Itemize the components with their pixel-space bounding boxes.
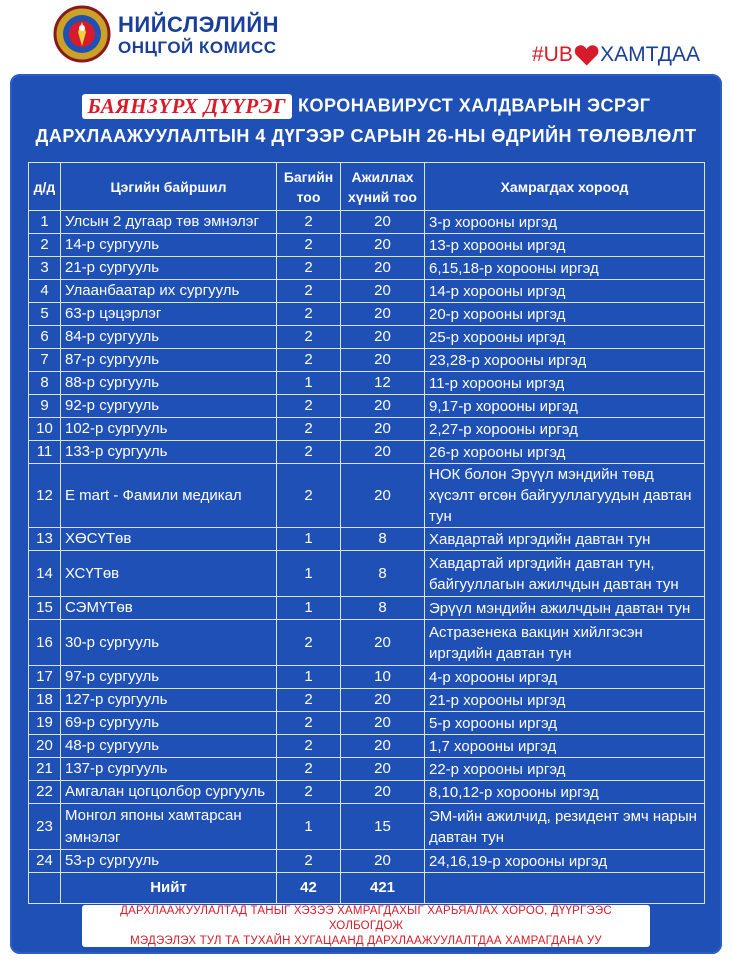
row-teams: 2 [277, 211, 341, 234]
table-row [29, 441, 705, 464]
hashtag-ub: #UB [532, 43, 573, 66]
row-coverage: 13-р хорооны иргэд [425, 234, 705, 257]
hashtag-text: ХАМТДАА [600, 43, 700, 66]
row-teams: 2 [277, 689, 341, 712]
table-row [29, 666, 705, 689]
row-coverage: 11-р хорооны иргэд [425, 372, 705, 395]
heart-icon [574, 43, 599, 67]
row-num: 2 [29, 234, 61, 257]
header-num: д/д [29, 163, 61, 211]
row-location: 63-р цэцэрлэг [61, 303, 277, 326]
row-teams: 2 [277, 234, 341, 257]
table-row [29, 551, 705, 597]
row-location: Улсын 2 дугаар төв эмнэлэг [61, 211, 277, 234]
row-staff: 20 [341, 234, 425, 257]
org-name-line1: НИЙСЛЭЛИЙН [118, 12, 280, 37]
row-staff: 20 [341, 620, 425, 666]
row-num: 10 [29, 418, 61, 441]
row-coverage: 6,15,18-р хорооны иргэд [425, 257, 705, 280]
row-coverage: 24,16,19-р хорооны иргэд [425, 850, 705, 873]
table-header-row [29, 163, 705, 211]
row-num: 8 [29, 372, 61, 395]
total-row [29, 873, 705, 904]
total-label: Нийт [61, 873, 277, 904]
header-teams-line1: Багийн [283, 168, 334, 185]
table-row [29, 280, 705, 303]
page-title-line2: ДАРХЛААЖУУЛАЛТЫН 4 ДҮГЭЭР САРЫН 26-НЫ ӨДРИЙН ТӨЛӨВЛӨЛТ [35, 126, 697, 146]
header-staff-line1: Ажиллах [351, 168, 414, 185]
row-teams: 2 [277, 395, 341, 418]
row-staff: 20 [341, 395, 425, 418]
row-staff: 20 [341, 257, 425, 280]
vaccination-plan-table [28, 162, 705, 904]
table-row [29, 234, 705, 257]
row-location: 14-р сургууль [61, 234, 277, 257]
row-teams: 2 [277, 758, 341, 781]
row-num: 15 [29, 597, 61, 620]
table-row [29, 395, 705, 418]
row-num: 22 [29, 781, 61, 804]
row-location: 84-р сургууль [61, 326, 277, 349]
total-staff: 421 [341, 873, 425, 904]
row-location: Улаанбаатар их сургууль [61, 280, 277, 303]
row-staff: 10 [341, 666, 425, 689]
row-staff: 20 [341, 758, 425, 781]
table-row [29, 712, 705, 735]
row-coverage: Хавдартай иргэдийн давтан тун, байгууллагын ажилчдын давтан тун [425, 551, 705, 597]
row-staff: 20 [341, 349, 425, 372]
table-row [29, 464, 705, 528]
total-coverage-cell [425, 873, 705, 904]
row-location: E mart - Фамили медикал [61, 464, 277, 528]
title-line1-text: КОРОНАВИРУСТ ХАЛДВАРЫН ЭСРЭГ [298, 95, 651, 116]
row-staff: 20 [341, 712, 425, 735]
row-num: 6 [29, 326, 61, 349]
row-num: 13 [29, 528, 61, 551]
row-teams: 2 [277, 280, 341, 303]
org-name-line2: ОНЦГОЙ КОМИСС [118, 38, 277, 57]
row-staff: 20 [341, 418, 425, 441]
row-coverage: 8,10,12-р хорооны иргэд [425, 781, 705, 804]
row-staff: 20 [341, 781, 425, 804]
row-coverage: Астразенека вакцин хийлгэсэн иргэдийн давтан тун [425, 620, 705, 666]
table-body [29, 211, 705, 873]
row-num: 12 [29, 464, 61, 528]
row-num: 21 [29, 758, 61, 781]
row-num: 3 [29, 257, 61, 280]
table-row [29, 349, 705, 372]
table-row [29, 689, 705, 712]
row-teams: 1 [277, 597, 341, 620]
row-location: ХӨСҮТөв [61, 528, 277, 551]
notice-line1: ДАРХЛААЖУУЛАЛТАД ТАНЫГ ХЭЗЭЭ ХАМРАГДАХЫГ ХАРЬЯАЛАХ ХОРОО, ДҮҮРГЭЭС ХОЛБОГДОЖ [120, 904, 612, 932]
table-row [29, 211, 705, 234]
row-location: 21-р сургууль [61, 257, 277, 280]
row-coverage: 21-р хорооны иргэд [425, 689, 705, 712]
table-row [29, 372, 705, 395]
row-teams: 2 [277, 735, 341, 758]
row-coverage: НОК болон Эрүүл мэндийн төвд хүсэлт өгсөн байгууллагуудын давтан тун [425, 464, 705, 528]
table-row [29, 758, 705, 781]
row-num: 7 [29, 349, 61, 372]
row-num: 14 [29, 551, 61, 597]
row-coverage: 26-р хорооны иргэд [425, 441, 705, 464]
row-teams: 2 [277, 303, 341, 326]
row-teams: 2 [277, 850, 341, 873]
row-coverage: 4-р хорооны иргэд [425, 666, 705, 689]
table-row [29, 804, 705, 850]
row-location: Амгалан цогцолбор сургууль [61, 781, 277, 804]
row-num: 1 [29, 211, 61, 234]
district-badge: БАЯНЗҮРХ ДҮҮРЭГ [82, 94, 293, 119]
row-teams: 2 [277, 441, 341, 464]
table-row [29, 781, 705, 804]
header-staff-line2: хүний тоо [348, 188, 417, 205]
row-num: 23 [29, 804, 61, 850]
row-location: 53-р сургууль [61, 850, 277, 873]
row-location: 92-р сургууль [61, 395, 277, 418]
row-coverage: 22-р хорооны иргэд [425, 758, 705, 781]
header-staff [341, 163, 425, 211]
row-teams: 1 [277, 551, 341, 597]
row-teams: 1 [277, 372, 341, 395]
row-teams: 1 [277, 804, 341, 850]
row-num: 5 [29, 303, 61, 326]
table-row [29, 735, 705, 758]
row-location: 87-р сургууль [61, 349, 277, 372]
row-staff: 8 [341, 597, 425, 620]
row-staff: 20 [341, 689, 425, 712]
row-location: СЭМҮТөв [61, 597, 277, 620]
header-teams-line2: тоо [296, 188, 321, 205]
table-row [29, 620, 705, 666]
header-coverage: Хамрагдах хороод [425, 163, 705, 211]
row-teams: 2 [277, 349, 341, 372]
row-location: 88-р сургууль [61, 372, 277, 395]
notice-banner [82, 905, 650, 947]
row-num: 19 [29, 712, 61, 735]
row-staff: 20 [341, 464, 425, 528]
row-staff: 20 [341, 441, 425, 464]
row-staff: 15 [341, 804, 425, 850]
row-teams: 1 [277, 528, 341, 551]
row-coverage: 5-р хорооны иргэд [425, 712, 705, 735]
row-coverage: Хавдартай иргэдийн давтан тун [425, 528, 705, 551]
row-num: 16 [29, 620, 61, 666]
row-staff: 20 [341, 735, 425, 758]
row-staff: 8 [341, 528, 425, 551]
row-location: 133-р сургууль [61, 441, 277, 464]
row-num: 4 [29, 280, 61, 303]
row-location: 69-р сургууль [61, 712, 277, 735]
row-coverage: Эрүүл мэндийн ажилчдын давтан тун [425, 597, 705, 620]
page-title-line1 [0, 94, 732, 119]
row-location: ХСҮТөв [61, 551, 277, 597]
row-staff: 12 [341, 372, 425, 395]
state-emblem-icon [52, 4, 112, 64]
row-teams: 2 [277, 464, 341, 528]
row-location: 137-р сургууль [61, 758, 277, 781]
table-row [29, 326, 705, 349]
table-row [29, 850, 705, 873]
row-num: 24 [29, 850, 61, 873]
hashtag-badge [532, 40, 700, 70]
row-location: 97-р сургууль [61, 666, 277, 689]
row-coverage: 3-р хорооны иргэд [425, 211, 705, 234]
row-staff: 20 [341, 326, 425, 349]
row-teams: 2 [277, 257, 341, 280]
row-staff: 20 [341, 850, 425, 873]
row-coverage: 2,27-р хорооны иргэд [425, 418, 705, 441]
row-staff: 20 [341, 211, 425, 234]
total-num-cell [29, 873, 61, 904]
row-staff: 20 [341, 303, 425, 326]
header-location: Цэгийн байршил [61, 163, 277, 211]
notice-line2: МЭДЭЭЛЭХ ТУЛ ТА ТУХАЙН ХУГАЦААНД ДАРХЛААЖУУЛАЛТДАА ХАМРАГДАНА УУ [130, 934, 602, 947]
table-row [29, 597, 705, 620]
row-coverage: 23,28-р хорооны иргэд [425, 349, 705, 372]
row-teams: 2 [277, 620, 341, 666]
row-location: 48-р сургууль [61, 735, 277, 758]
header-teams [277, 163, 341, 211]
row-location: 102-р сургууль [61, 418, 277, 441]
row-teams: 2 [277, 712, 341, 735]
row-teams: 2 [277, 326, 341, 349]
total-teams: 42 [277, 873, 341, 904]
table-row [29, 418, 705, 441]
row-teams: 2 [277, 781, 341, 804]
row-num: 18 [29, 689, 61, 712]
row-num: 11 [29, 441, 61, 464]
row-location: 30-р сургууль [61, 620, 277, 666]
row-coverage: 25-р хорооны иргэд [425, 326, 705, 349]
row-location: 127-р сургууль [61, 689, 277, 712]
row-teams: 1 [277, 666, 341, 689]
table-row [29, 257, 705, 280]
table-row [29, 303, 705, 326]
row-staff: 8 [341, 551, 425, 597]
row-coverage: 1,7 хорооны иргэд [425, 735, 705, 758]
row-coverage: 20-р хорооны иргэд [425, 303, 705, 326]
table-row [29, 528, 705, 551]
row-location: Монгол японы хамтарсан эмнэлэг [61, 804, 277, 850]
row-num: 9 [29, 395, 61, 418]
row-num: 20 [29, 735, 61, 758]
row-staff: 20 [341, 280, 425, 303]
row-coverage: 14-р хорооны иргэд [425, 280, 705, 303]
row-num: 17 [29, 666, 61, 689]
row-teams: 2 [277, 418, 341, 441]
row-coverage: ЭМ-ийн ажилчид, резидент эмч нарын давтан тун [425, 804, 705, 850]
row-coverage: 9,17-р хорооны иргэд [425, 395, 705, 418]
